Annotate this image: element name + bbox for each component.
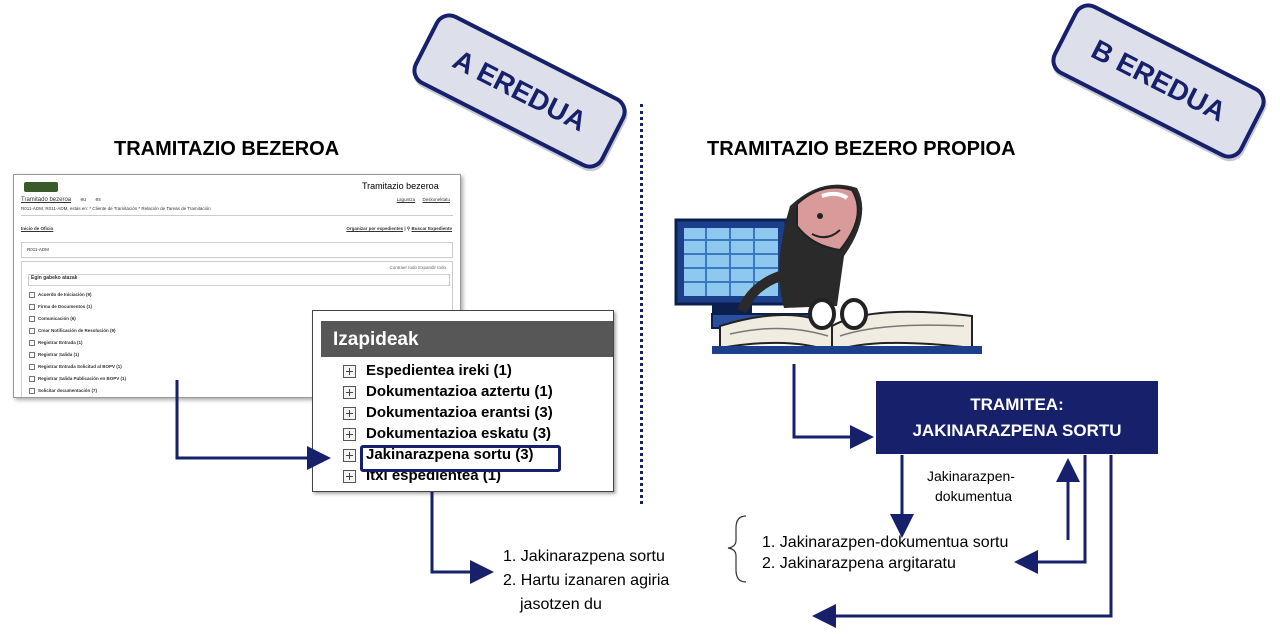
breadcrumb: R011-ADM, R011-ADM, estás en: * Cliente de Tramitación * Relación de Tareas de Tramitación bbox=[21, 206, 211, 211]
app-title: Tramitazio bezeroa bbox=[362, 181, 439, 191]
arrow-screenshot-to-panel bbox=[177, 380, 325, 458]
panel-item-label: Espedientea ireki (1) bbox=[366, 362, 512, 379]
task-label: Crear Notificación de Resolución (9) bbox=[38, 328, 116, 334]
doc-label-1: Jakinarazpen- bbox=[927, 468, 1015, 484]
search-link[interactable]: Buscar Expediente bbox=[411, 226, 452, 231]
arrow-cartoon-to-tramite bbox=[794, 364, 868, 437]
task-label: Registrar Salida Publicación en BOPV (1) bbox=[38, 376, 127, 382]
badge-b-label: B EREDUA bbox=[1086, 33, 1231, 128]
nav-eu[interactable]: eu bbox=[80, 197, 87, 203]
right-step-2: 2. Jakinarazpena argitaratu bbox=[762, 555, 956, 572]
help-link[interactable]: Laguntza bbox=[396, 197, 416, 202]
left-step-1: 1. Jakinarazpena sortu bbox=[503, 548, 665, 565]
organize-link[interactable]: Organizar por expedientes bbox=[346, 226, 404, 231]
panel-item-label: Itxi espedientea (1) bbox=[366, 467, 502, 484]
title-right: TRAMITAZIO BEZERO PROPIOA bbox=[707, 138, 1016, 160]
title-left: TRAMITAZIO BEZEROA bbox=[114, 138, 340, 160]
panel-item-label: Dokumentazioa aztertu (1) bbox=[366, 383, 553, 400]
task-label: Registrar Salida (1) bbox=[38, 352, 80, 358]
left-step-2: 2. Hartu izanaren agiria bbox=[503, 572, 670, 589]
panel-item-label: Dokumentazioa erantsi (3) bbox=[366, 404, 553, 421]
org-unit-label: R011-ADM bbox=[27, 247, 49, 252]
task-label: Acuerdo de Iniciación (9) bbox=[38, 292, 92, 298]
panel-header: Izapideak bbox=[321, 321, 613, 357]
nav-home[interactable]: Tramitado bezeroa bbox=[21, 197, 72, 203]
tramite-line2: JAKINARAZPENA SORTU bbox=[912, 420, 1122, 440]
task-label: Registrar Entrada (1) bbox=[38, 340, 83, 346]
search-icon: | ⚲ bbox=[404, 226, 412, 231]
brace bbox=[728, 516, 746, 582]
task-label: Firma de Documentos (1) bbox=[38, 304, 93, 310]
inicio-link[interactable]: Inicio de Oficio bbox=[21, 226, 54, 231]
task-label: Solicitar documentación (7) bbox=[38, 388, 98, 394]
left-step-2-cont: jasotzen du bbox=[520, 596, 602, 613]
tramite-line1: TRAMITEA: bbox=[970, 394, 1064, 414]
panel-item-label: Dokumentazioa eskatu (3) bbox=[366, 425, 552, 442]
doc-label-2: dokumentua bbox=[935, 488, 1013, 504]
collapse-links[interactable]: Contraer todo Expandir todo bbox=[389, 265, 446, 270]
nav-es[interactable]: es bbox=[95, 197, 101, 203]
panel-item-label: Jakinarazpena sortu (3) bbox=[366, 446, 534, 463]
task-label: Registrar Entrada Solicitud al BOPV (1) bbox=[38, 364, 122, 370]
logout-link[interactable]: Deskonektatu bbox=[422, 197, 450, 202]
badge-a-label: A EREDUA bbox=[447, 43, 592, 138]
right-step-1: 1. Jakinarazpen-dokumentua sortu bbox=[762, 534, 1009, 551]
tasks-header: Egin gabeko atazak bbox=[28, 274, 450, 286]
arrow-panel-to-steps bbox=[432, 492, 488, 572]
task-label: Comunicación (6) bbox=[38, 316, 76, 322]
arrow-to-step2 bbox=[1020, 455, 1085, 562]
